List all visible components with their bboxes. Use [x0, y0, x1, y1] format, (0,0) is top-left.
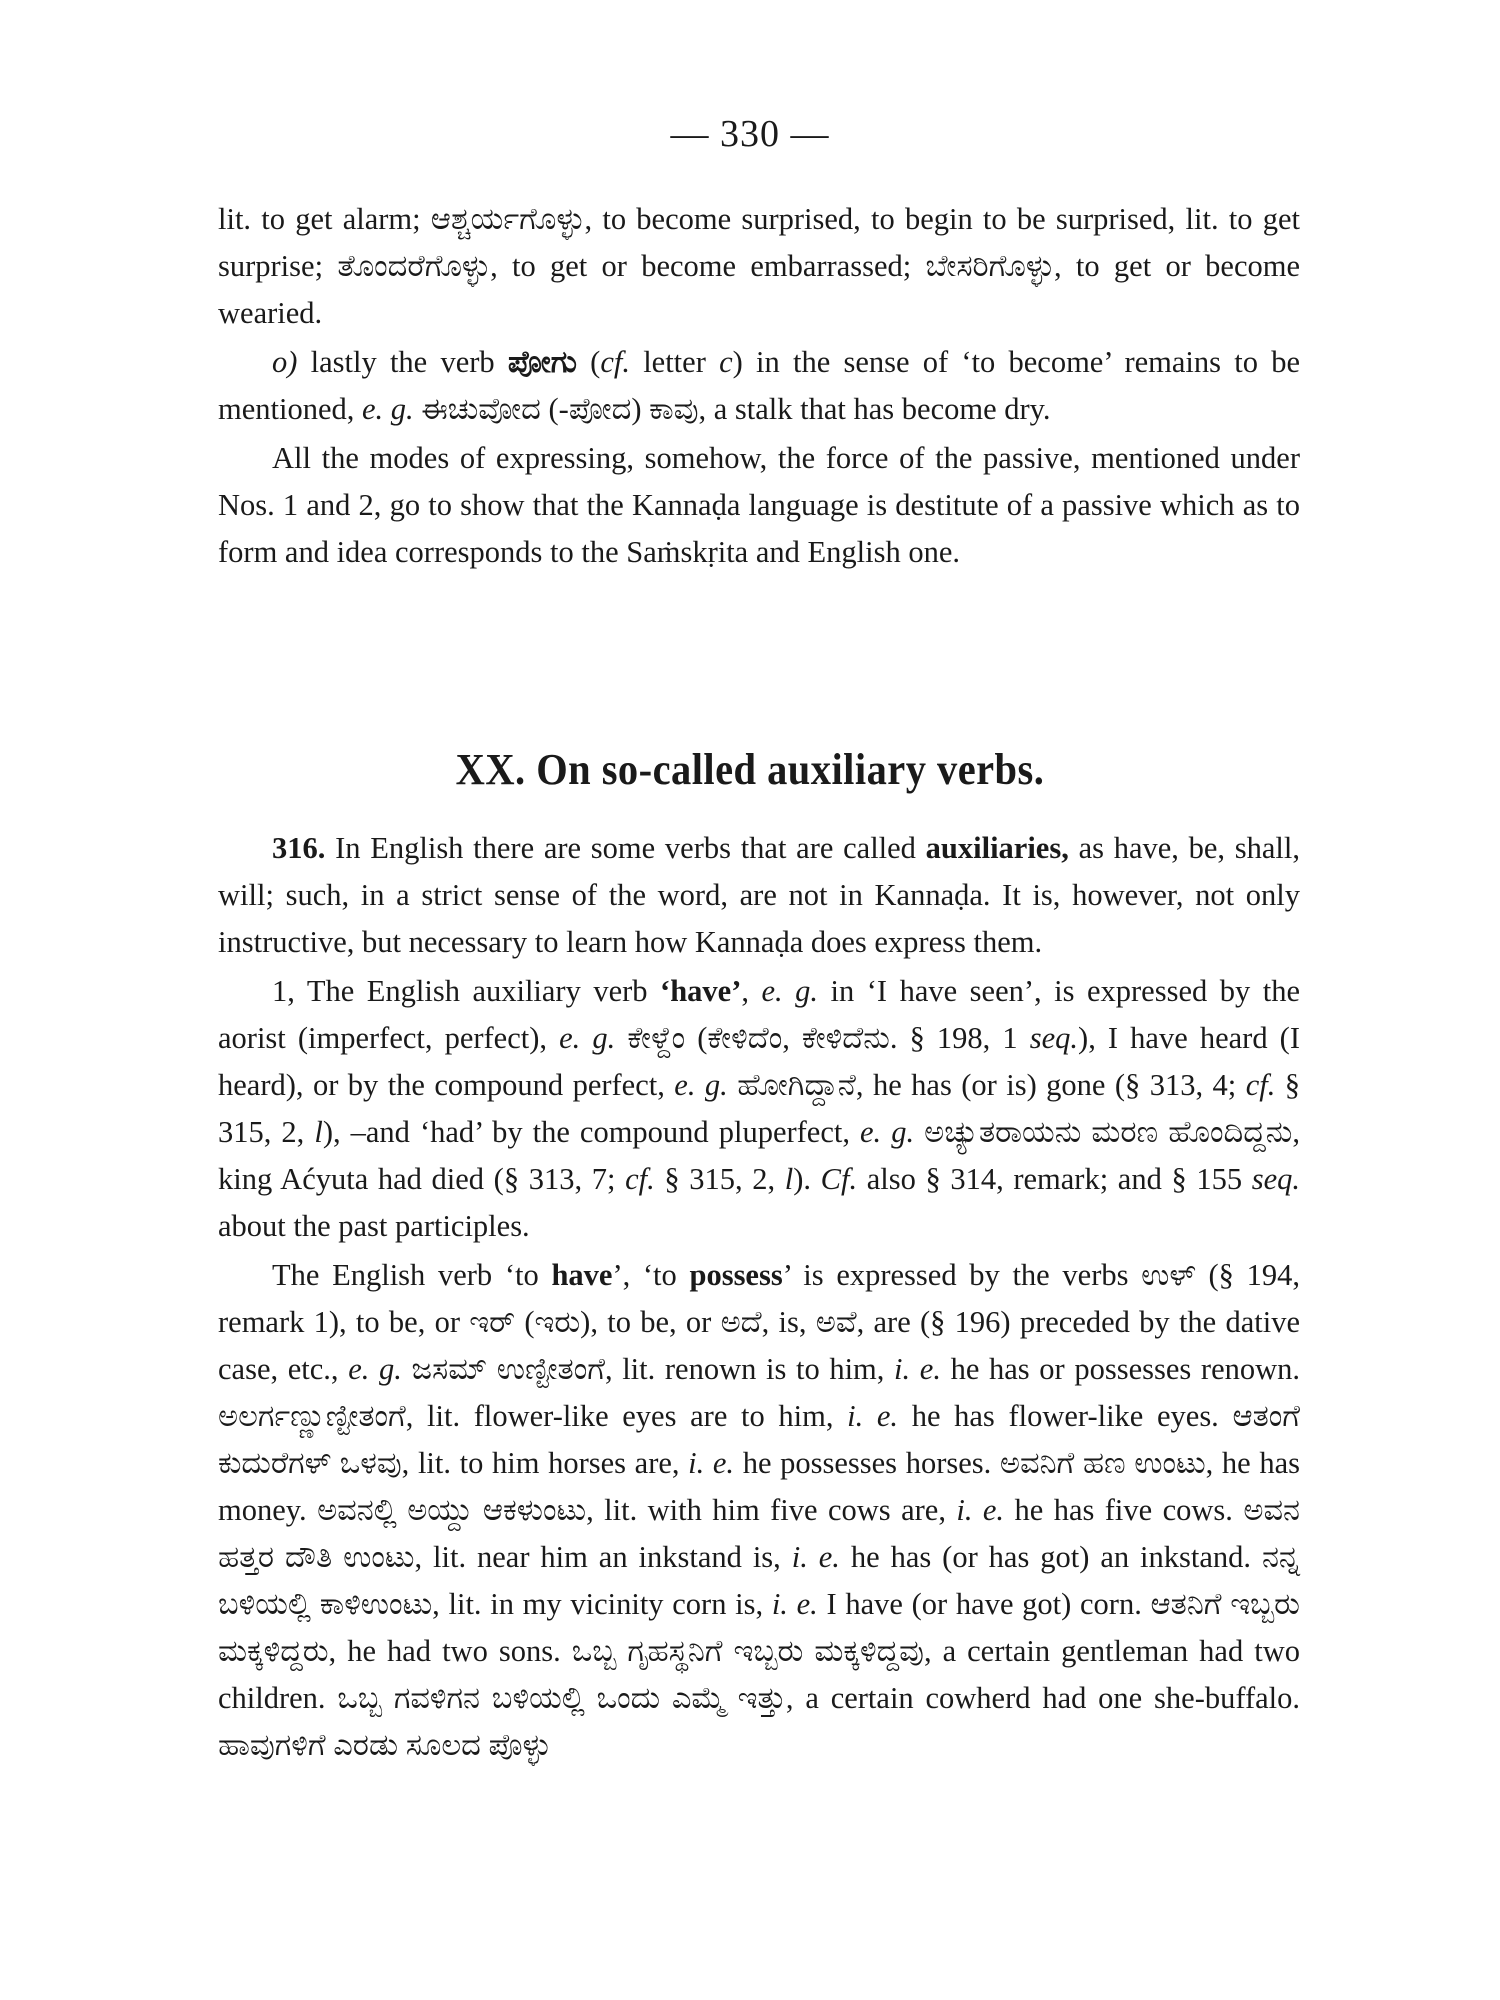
main-text-block — [218, 825, 1300, 1769]
top-text-block — [218, 196, 1300, 576]
paragraph-316: 316. In English there are some verbs that are called auxiliaries, as have, be, shall, will; such, in a strict sense of the word, are not in Kannaḍa. It is, however, not only instructive, but necessary to learn how Kannaḍa does express them. — [218, 831, 1300, 959]
paragraph-point-1: 1, The English auxiliary verb ‘have’, e. g. in ‘I have seen’, is expressed by the aorist (imperfect, perfect), e. g. ಕೇಳ್ದೆಂ (ಕೇಳಿದೆಂ, ಕೇಳಿದೆನು. § 198, 1 seq.), I have heard (I heard), or by the compound perfect, e. g. ಹೋಗಿದ್ದಾನೆ, he has (or is) gone (§ 313, 4; cf. § 315, 2, l), –and ‘had’ by the compound pluperfect, e. g. ಅಚ್ಯುತರಾಯನು ಮರಣ ಹೊಂದಿದ್ದನು, king Aćyuta had died (§ 313, 7; cf. § 315, 2, l). Cf. also § 314, remark; and § 155 seq. about the past participles. — [218, 974, 1301, 1243]
paragraph-to-have: The English verb ‘to have’, ‘to possess’ is expressed by the verbs ಉಳ್ (§ 194, remark 1), to be, or ಇರ್ (ಇರು), to be, or ಅದೆ, is, ಅವೆ, are (§ 196) preceded by the dative case, etc., e. g. ಜಸಮ್ ಉಣ್ಟೀತಂಗೆ, lit. renown is to him, i. e. he has or possesses renown. ಅಲರ್ಗಣ್ಣುಣ್ಟೀತಂಗೆ, lit. flower-like eyes are to him, i. e. he has flower-like eyes. ಆತಂಗೆ ಕುದುರೆಗಳ್ ಒಳವು, lit. to him horses are, i. e. he possesses horses. ಅವನಿಗೆ ಹಣ ಉಂಟು, he has money. ಅವನಲ್ಲಿ ಅಯ್ದು ಆಕಳುಂಟು, lit. with him five cows are, i. e. he has five cows. ಅವನ ಹತ್ತರ ದೌತಿ ಉಂಟು, lit. near him an inkstand is, i. e. he has (or has got) an inkstand. ನನ್ನ ಬಳಿಯಲ್ಲಿ ಕಾಳಿಉಂಟು, lit. in my vicinity corn is, i. e. I have (or have got) corn. ಆತನಿಗೆ ಇಬ್ಬರು ಮಕ್ಕಳಿದ್ದರು, he had two sons. ಒಬ್ಬ ಗೃಹಸ್ಥನಿಗೆ ಇಬ್ಬರು ಮಕ್ಕಳಿದ್ದವು, a certain gentleman had two children. ಒಬ್ಬ ಗವಳಿಗನ ಬಳಿಯಲ್ಲಿ ಒಂದು ಎಮ್ಮೆ ಇತ್ತು, a certain cowherd had one she-buffalo. ಹಾವುಗಳಿಗೆ ಎರಡು ಸೂಲದ ಪೊಳ್ಳು — [218, 1258, 1301, 1762]
section-heading: XX. On so-called auxiliary verbs. — [455, 745, 1045, 794]
paragraph-continuation: lit. to get alarm; ಆಶ್ಚರ್ಯಗೊಳ್ಳು, to become surprised, to begin to be surprised, lit. to get surprise; ತೊಂದರೆಗೊಳ್ಳು, to get or become embarrassed; ಬೇಸರಿಗೊಳ್ಳು, to get or become wearied. — [218, 202, 1300, 330]
page-number: — 330 — — [670, 113, 830, 155]
paragraph-passive-summary: All the modes of expressing, somehow, the force of the passive, mentioned under Nos. 1 and 2, go to show that the Kannaḍa language is destitute of a passive which as to form and idea corresponds to the Saṁskṛita and English one. — [218, 441, 1300, 569]
paragraph-point-o: o) lastly the verb ಪೋಗು (cf. letter c) in the sense of ‘to become’ remains to be mentioned, e. g. ಈಚುವೋದ (-ಪೋದ) ಕಾವು, a stalk that has become dry. — [218, 345, 1300, 426]
